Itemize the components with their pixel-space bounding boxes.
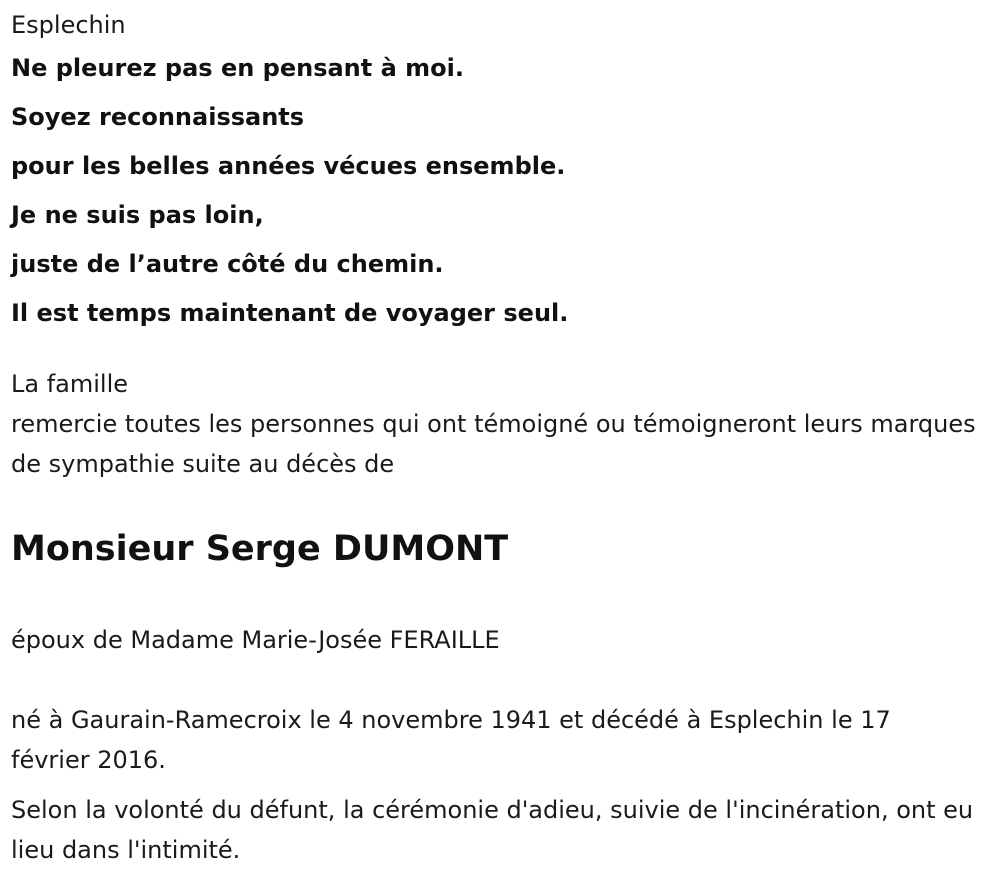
thanks-text: remercie toutes les personnes qui ont témoigné ou témoigneront leurs marques de sympathie suite au décès de	[11, 410, 976, 478]
family-thanks	[11, 364, 1000, 484]
poem-line: juste de l’autre côté du chemin.	[11, 250, 444, 278]
spouse-text: époux de Madame Marie-Josée FERAILLE	[11, 626, 500, 654]
poem-block	[11, 44, 1000, 338]
location-label: Esplechin	[11, 11, 126, 39]
poem-line: pour les belles années vécues ensemble.	[11, 152, 566, 180]
birth-death-text: né à Gaurain-Ramecroix le 4 novembre 1941 et décédé à Esplechin le 17 février 2016.	[11, 706, 891, 774]
poem-line: Je ne suis pas loin,	[11, 201, 264, 229]
deceased-name: Monsieur Serge DUMONT	[11, 529, 509, 569]
poem-line: Soyez reconnaissants	[11, 103, 305, 131]
poem-line: Ne pleurez pas en pensant à moi.	[11, 54, 464, 82]
poem-line: Il est temps maintenant de voyager seul.	[11, 299, 569, 327]
family-label: La famille	[11, 370, 129, 398]
ceremony-text: Selon la volonté du défunt, la cérémonie d'adieu, suivie de l'incinération, ont eu lieu dans l'intimité.	[11, 796, 974, 864]
